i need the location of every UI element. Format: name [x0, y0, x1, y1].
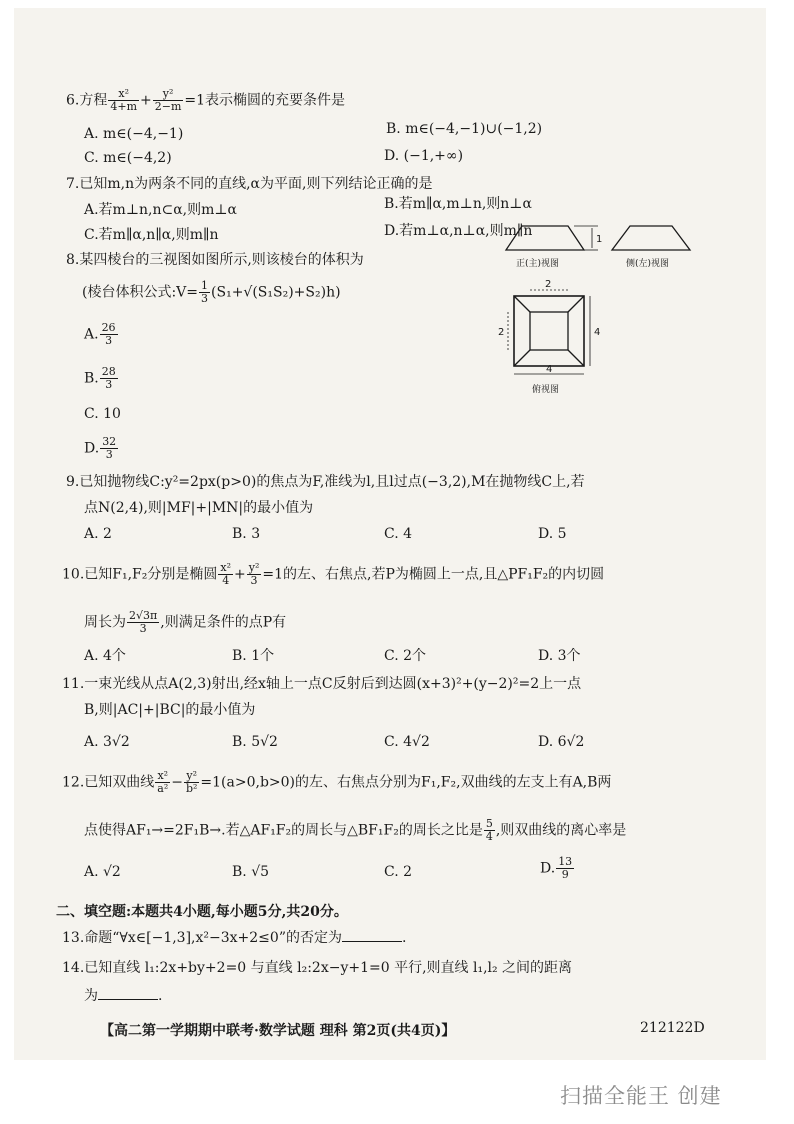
question-8-option-b: B. $\frac{28}{3}$	[84, 365, 116, 391]
question-10-option-d: D. 3个	[538, 648, 581, 664]
question-8-option-d: D. $\frac{32}{3}$	[84, 435, 117, 461]
answer-blank-13	[342, 929, 402, 942]
question-14-line-2: 为 .	[84, 988, 163, 1004]
question-10-stem-line-2: 周长为 $\frac{2√3\pi}{3}$ ,则满足条件的点P有	[84, 609, 287, 635]
question-12-stem-line-2: 点使得AF₁→=2F₁B→.若△AF₁F₂的周长与△BF₁F₂的周长之比是 $\frac{5}{4}$ ,则双曲线的离心率是	[84, 817, 627, 843]
question-9-stem-line-2: 点N(2,4),则|MF|+|MN|的最小值为	[84, 500, 314, 516]
question-9-option-c: C. 4	[384, 526, 413, 542]
dim-front-height: 1	[596, 234, 603, 245]
question-7-option-b: B.若m∥α,m⊥n,则n⊥α	[384, 196, 532, 212]
question-7-option-d: D.若m⊥α,n⊥α,则m∥n	[384, 223, 533, 239]
question-11-stem-line-1: 11.一束光线从点A(2,3)射出,经x轴上一点C反射后到达圆(x+3)²+(y−2)²=2上一点	[62, 676, 582, 692]
question-12-stem: 12.已知双曲线 $\frac{\text{x²}}{\text{a²}}$ − $\frac{\text{y²}}{\text{b²}}$ =1(a>0,b>0)的左、右焦点分别为F₁,F₂,双曲线的左支上有A,B两	[62, 769, 612, 795]
question-10-option-b: B. 1个	[232, 648, 275, 664]
question-12-option-b: B. √5	[232, 864, 270, 880]
question-9-option-a: A. 2	[84, 526, 112, 542]
question-7-stem: 7.已知m,n为两条不同的直线,α为平面,则下列结论正确的是	[66, 176, 433, 192]
question-12-option-c: C. 2	[384, 864, 413, 880]
question-8-stem: 8.某四棱台的三视图如图所示,则该棱台的体积为	[66, 252, 364, 268]
question-6-option-b: B. m∈(−4,−1)∪(−1,2)	[386, 121, 543, 137]
question-6-option-a: A. m∈(−4,−1)	[84, 126, 184, 142]
dim-top-width-inner: 2	[545, 279, 552, 290]
question-11-option-a: A. 3√2	[84, 734, 130, 750]
dim-top-width-outer: 4	[546, 364, 553, 375]
front-view-label: 正(主)视图	[516, 259, 560, 269]
question-11-option-c: C. 4√2	[384, 734, 430, 750]
question-7-option-a: A.若m⊥n,n⊂α,则m⊥α	[84, 202, 238, 218]
question-12-option-d: D. $\frac{13}{9}$	[540, 855, 573, 881]
side-view-label: 侧(左)视图	[626, 259, 670, 269]
question-9-stem-line-1: 9.已知抛物线C:y²=2px(p>0)的焦点为F,准线为l,且l过点(−3,2),M在抛物线C上,若	[66, 474, 585, 490]
question-9-option-d: D. 5	[538, 526, 567, 542]
question-11-option-b: B. 5√2	[232, 734, 278, 750]
question-12-option-a: A. √2	[84, 864, 121, 880]
top-view-inner-square	[530, 312, 568, 350]
question-14-line-1: 14.已知直线 l₁:2x+by+2=0 与直线 l₂:2x−y+1=0 平行,则直线 l₁,l₂ 之间的距离	[62, 960, 573, 976]
top-view-label: 俯视图	[532, 385, 560, 395]
side-view-trapezoid	[612, 226, 690, 250]
exam-code: 212122D	[640, 1020, 705, 1036]
section-heading-fill-in: 二、填空题:本题共4小题,每小题5分,共20分。	[56, 904, 348, 920]
scanner-watermark: 扫描全能王 创建	[560, 1084, 722, 1108]
question-8-option-c: C. 10	[84, 406, 121, 422]
page-footer: 【高二第一学期期中联考·数学试题 理科 第2页(共4页)】	[100, 1023, 456, 1039]
dim-top-height-inner: 2	[498, 327, 505, 338]
question-8-formula: (棱台体积公式:V= $\frac{1}{3}$ (S₁+√(S₁S₂)+S₂)h)	[82, 279, 341, 305]
question-7-option-c: C.若m∥α,n∥α,则m∥n	[84, 227, 219, 243]
question-8-option-a: A. $\frac{26}{3}$	[84, 321, 116, 347]
question-10-option-a: A. 4个	[84, 648, 126, 664]
question-11-stem-line-2: B,则|AC|+|BC|的最小值为	[84, 702, 256, 718]
dim-top-height-outer: 4	[594, 327, 601, 338]
question-6-stem: 6.方程 $\frac{\text{x²}}{4+m}$ + $\frac{\text{y²}}{2-m}$ =1表示椭圆的充要条件是	[66, 87, 346, 113]
question-10-stem: 10.已知F₁,F₂分别是椭圆 $\frac{\text{x²}}{4}$ + $\frac{\text{y²}}{3}$ =1的左、右焦点,若P为椭圆上一点,且△PF₁F₂的内切圆	[62, 561, 605, 587]
front-view-trapezoid	[506, 226, 584, 250]
question-9-option-b: B. 3	[232, 526, 261, 542]
question-13: 13.命题“∀x∈[−1,3],x²−3x+2≤0”的否定为 .	[62, 930, 407, 946]
question-6-option-c: C. m∈(−4,2)	[84, 150, 172, 166]
question-10-option-c: C. 2个	[384, 648, 427, 664]
answer-blank-14	[98, 987, 158, 1000]
question-6-option-d: D. (−1,+∞)	[384, 148, 464, 164]
three-view-figure	[488, 214, 704, 404]
question-11-option-d: D. 6√2	[538, 734, 585, 750]
